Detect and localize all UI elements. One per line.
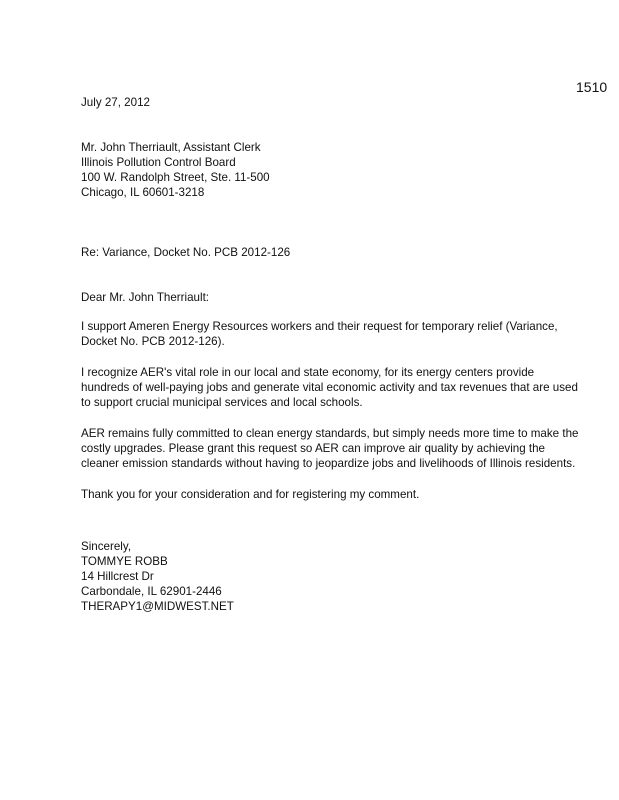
sender-email: THERAPY1@MIDWEST.NET [81, 600, 234, 613]
signature-block [81, 539, 581, 614]
sender-name: TOMMYE ROBB [81, 555, 168, 568]
recipient-line: 100 W. Randolph Street, Ste. 11-500 [81, 171, 270, 184]
letter-date: July 27, 2012 [81, 96, 150, 109]
letter-body [81, 95, 581, 614]
paragraph-thanks: Thank you for your consideration and for registering my comment. [81, 488, 420, 501]
paragraph-economy: I recognize AER's vital role in our local and state economy, for its energy centers provide hundreds of well-paying jobs and generate vital economic activity and tax revenues that are used to support crucial municipal services and local schools. [81, 366, 578, 409]
recipient-line: Illinois Pollution Control Board [81, 156, 236, 169]
subject-line: Re: Variance, Docket No. PCB 2012-126 [81, 246, 291, 259]
recipient-line: Mr. John Therriault, Assistant Clerk [81, 141, 261, 154]
page-number: 1510 [576, 79, 608, 95]
sender-street: 14 Hillcrest Dr [81, 570, 154, 583]
valediction: Sincerely, [81, 540, 132, 553]
sender-city: Carbondale, IL 62901-2446 [81, 585, 222, 598]
recipient-line: Chicago, IL 60601-3218 [81, 186, 205, 199]
recipient-address [81, 140, 581, 200]
paragraph-support: I support Ameren Energy Resources workers and their request for temporary relief (Variance, Docket No. PCB 2012-126). [81, 320, 558, 348]
paragraph-standards: AER remains fully committed to clean energy standards, but simply needs more time to make the costly upgrades. Please grant this request so AER can improve air quality by achieving the cleaner emission standards without having to jeopardize jobs and livelihoods of Illinois residents. [81, 427, 579, 470]
salutation: Dear Mr. John Therriault: [81, 291, 210, 304]
